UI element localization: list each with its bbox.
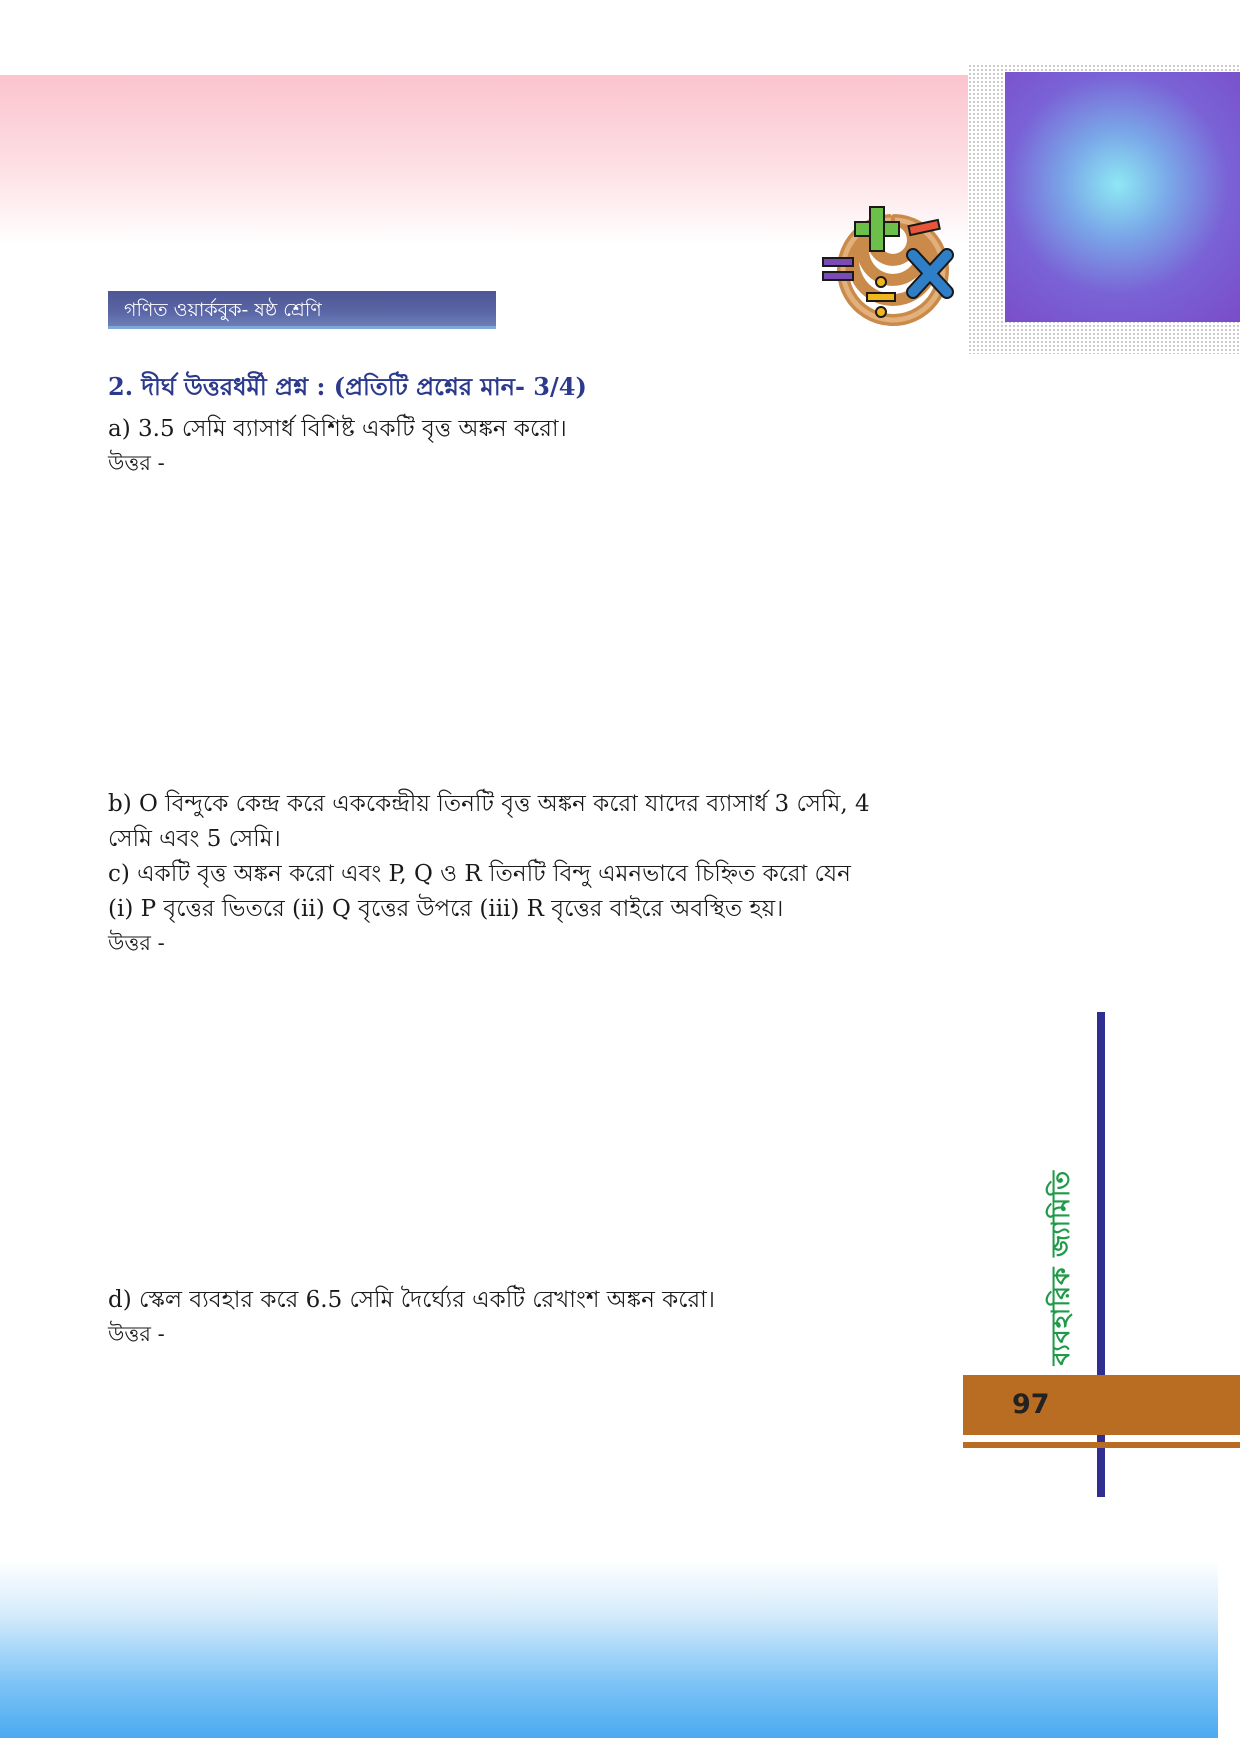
question-b-line-1: b) O বিন্দুকে কেন্দ্র করে এককেন্দ্রীয় তিনটি বৃত্ত অঙ্কন করো যাদের ব্যাসার্ধ 3 সেমি, 4 [108, 791, 870, 817]
math-operators-icon [815, 200, 970, 335]
question-b-line-2: সেমি এবং 5 সেমি। [108, 826, 281, 852]
question-d: d) স্কেল ব্যবহার করে 6.5 সেমি দৈর্ঘ্যের একটি রেখাংশ অঙ্কন করো। [108, 1287, 715, 1313]
chapter-title: ব্যবহারিক জ্যামিতি [1046, 1170, 1075, 1366]
question-section [108, 370, 888, 479]
question-b-block [108, 787, 888, 959]
page-number-box [963, 1375, 1240, 1435]
answer-label-d: উত্তর - [108, 1322, 165, 1346]
book-title-tag: গণিত ওয়ার্কবুক- ষষ্ঠ শ্রেণি [108, 291, 496, 329]
page-number-underline [963, 1442, 1240, 1448]
answer-label-c: উত্তর - [108, 931, 165, 955]
section-heading: 2. দীর্ঘ উত্তরধর্মী প্রশ্ন : (প্রতিটি প্রশ্নের মান- 3/4) [108, 372, 587, 401]
bottom-blue-band [0, 1560, 1218, 1738]
decorative-gradient-square [1005, 72, 1240, 322]
page-number: 97 [1012, 1389, 1050, 1420]
question-c-line-2: (i) P বৃত্তের ভিতরে (ii) Q বৃত্তের উপরে (iii) R বৃত্তের বাইরে অবস্থিত হয়। [108, 896, 784, 922]
question-d-block [108, 1283, 888, 1350]
question-c-line-1: c) একটি বৃত্ত অঙ্কন করো এবং P, Q ও R তিনটি বিন্দু এমনভাবে চিহ্নিত করো যেন [108, 861, 851, 887]
question-a: a) 3.5 সেমি ব্যাসার্ধ বিশিষ্ট একটি বৃত্ত অঙ্কন করো। [108, 416, 567, 442]
answer-label-a: উত্তর - [108, 451, 165, 475]
